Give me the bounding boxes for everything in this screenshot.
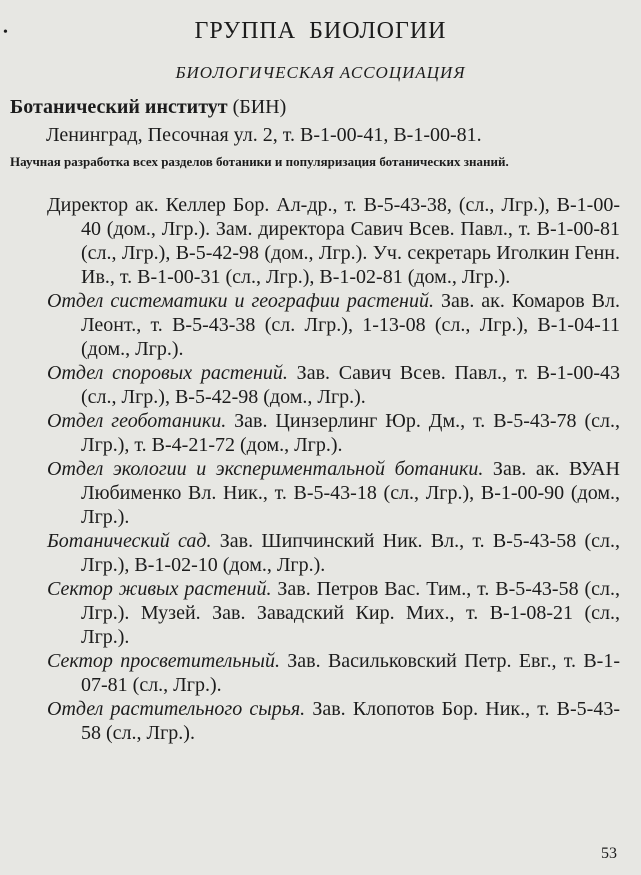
entry-raw-materials-dept	[10, 697, 620, 745]
entry-spore-plants-dept	[10, 361, 620, 409]
staff-entries	[10, 193, 620, 745]
entry-text: Зав. ак. Комаров Вл. Леонт., т. В-5-43-38 (сл. Лгр.), 1-13-08 (сл., Лгр.), В-1-04-11 (дом., Лгр.).	[81, 290, 620, 360]
institute-heading	[10, 96, 286, 119]
entry-text: Зав. Петров Вас. Тим., т. В-5-43-58 (сл., Лгр.). Музей. Зав. Завадский Кир. Мих., т. В-1-08-21 (сл., Лгр.).	[81, 578, 620, 648]
entry-text: Директор ак. Келлер Бор. Ал-др., т. В-5-43-38, (сл., Лгр.), В-1-00-40 (дом., Лгр.). Зам. директора Савич Всев. Павл., т. В-1-00-81 (сл., Лгр.), В-5-42-98 (дом., Лгр.). Уч. секретарь Иголкин Генн. Ив., т. В-1-00-31 (сл., Лгр.), В-1-02-81 (дом., Лгр.).	[47, 194, 620, 288]
entry-text: Зав. Цинзерлинг Юр. Дм., т. В-5-43-78 (сл., Лгр.), т. В-4-21-72 (дом., Лгр.).	[81, 410, 620, 456]
section-title: БИОЛОГИЧЕСКАЯ АССОЦИАЦИЯ	[175, 63, 466, 82]
entry-education-sector	[10, 649, 620, 697]
entry-heading: Отдел растительного сырья.	[47, 698, 306, 720]
entry-heading: Сектор живых растений.	[47, 578, 272, 600]
entry-text: Зав. Клопотов Бор. Ник., т. В-5-43-58 (сл., Лгр.).	[81, 698, 620, 744]
entry-heading: Отдел споровых растений.	[47, 362, 288, 384]
institute-abbr: (БИН)	[232, 96, 287, 118]
entry-geobotany-dept	[10, 409, 620, 457]
group-title: ГРУППА БИОЛОГИИ	[194, 18, 447, 44]
institute-mission: Научная разработка всех разделов ботаники и популяризация ботанических знаний.	[10, 154, 509, 169]
entry-heading: Отдел систематики и географии растений.	[47, 290, 434, 312]
institute-name: Ботанический институт	[10, 96, 228, 118]
entry-text: Зав. Шипчинский Ник. Вл., т. В-5-43-58 (сл., Лгр.), В-1-02-10 (дом., Лгр.).	[81, 530, 620, 576]
entry-heading: Отдел геоботаники.	[47, 410, 227, 432]
margin-mark: •	[3, 25, 8, 40]
entry-text: Зав. Васильковский Петр. Евг., т. В-1-07-81 (сл., Лгр.).	[81, 650, 620, 696]
entry-directorate	[10, 193, 620, 289]
entry-heading: Ботанический сад.	[47, 530, 212, 552]
entry-ecology-dept	[10, 457, 620, 529]
entry-text: Зав. ак. ВУАН Любименко Вл. Ник., т. В-5-43-18 (сл., Лгр.), В-1-00-90 (дом., Лгр.).	[81, 458, 620, 528]
entry-heading: Сектор просветительный.	[47, 650, 280, 672]
entry-systematics-dept	[10, 289, 620, 361]
institute-address: Ленинград, Песочная ул. 2, т. В-1-00-41, В-1-00-81.	[46, 124, 482, 146]
page-number: 53	[601, 845, 617, 862]
entry-text: Зав. Савич Всев. Павл., т. В-1-00-43 (сл., Лгр.), В-5-42-98 (дом., Лгр.).	[81, 362, 620, 408]
entry-botanical-garden	[10, 529, 620, 577]
entry-living-plants-sector	[10, 577, 620, 649]
entry-heading: Отдел экологии и экспериментальной ботаники.	[47, 458, 484, 480]
